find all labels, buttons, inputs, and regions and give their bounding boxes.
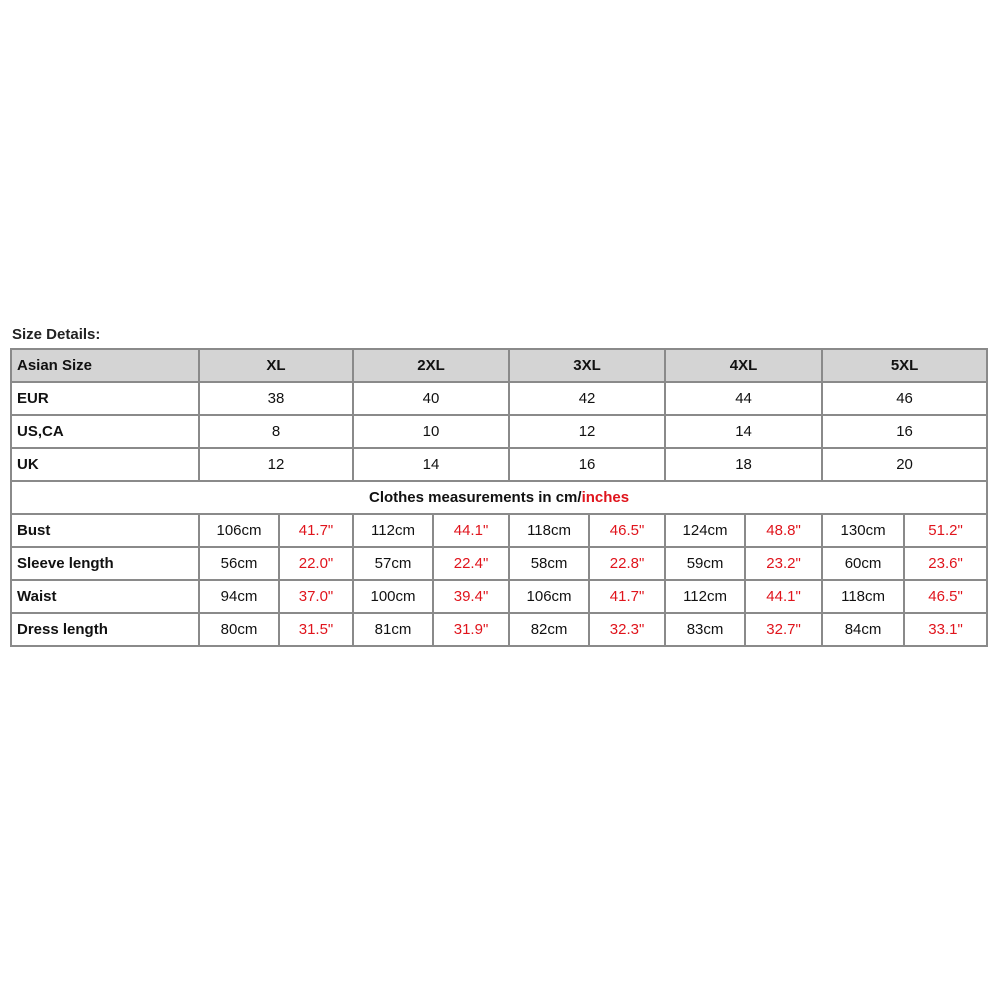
- cm-cell: 57cm: [353, 547, 433, 580]
- table-cell: 46: [822, 382, 987, 415]
- measurements-heading-accent: inches: [581, 489, 630, 506]
- table-row: [11, 415, 987, 448]
- cm-cell: 60cm: [822, 547, 904, 580]
- measurements-heading-prefix: Clothes measurements in cm/: [368, 489, 582, 506]
- table-cell: 18: [665, 448, 822, 481]
- cm-cell: 118cm: [509, 514, 589, 547]
- inch-cell: 33.1": [904, 613, 987, 646]
- cm-cell: 59cm: [665, 547, 745, 580]
- table-cell: 14: [665, 415, 822, 448]
- inch-cell: 44.1": [745, 580, 822, 613]
- inch-cell: 23.2": [745, 547, 822, 580]
- table-row: [11, 613, 987, 646]
- inch-cell: 44.1": [433, 514, 509, 547]
- table-cell: 14: [353, 448, 509, 481]
- inch-cell: 31.5": [279, 613, 353, 646]
- row-label: US,CA: [11, 415, 199, 448]
- inch-cell: 39.4": [433, 580, 509, 613]
- table-cell: 16: [822, 415, 987, 448]
- table-cell: 44: [665, 382, 822, 415]
- cm-cell: 82cm: [509, 613, 589, 646]
- row-label: Waist: [11, 580, 199, 613]
- row-label: Bust: [11, 514, 199, 547]
- inch-cell: 22.0": [279, 547, 353, 580]
- table-header-row: [11, 349, 987, 382]
- inch-cell: 48.8": [745, 514, 822, 547]
- table-cell: 40: [353, 382, 509, 415]
- section-title: Size Details:: [12, 326, 101, 343]
- row-label: Dress length: [11, 613, 199, 646]
- cm-cell: 94cm: [199, 580, 279, 613]
- row-label: UK: [11, 448, 199, 481]
- inch-cell: 23.6": [904, 547, 987, 580]
- table-cell: 12: [199, 448, 353, 481]
- size-header: 2XL: [353, 349, 509, 382]
- size-header: 4XL: [665, 349, 822, 382]
- size-chart-table: [10, 348, 988, 647]
- row-label: Sleeve length: [11, 547, 199, 580]
- inch-cell: 41.7": [589, 580, 665, 613]
- measurements-heading: [11, 481, 987, 514]
- size-header: 5XL: [822, 349, 987, 382]
- cm-cell: 124cm: [665, 514, 745, 547]
- inch-cell: 31.9": [433, 613, 509, 646]
- table-row: [11, 547, 987, 580]
- inch-cell: 32.7": [745, 613, 822, 646]
- cm-cell: 130cm: [822, 514, 904, 547]
- table-cell: 12: [509, 415, 665, 448]
- size-header: XL: [199, 349, 353, 382]
- table-row: [11, 382, 987, 415]
- cm-cell: 56cm: [199, 547, 279, 580]
- inch-cell: 46.5": [904, 580, 987, 613]
- cm-cell: 81cm: [353, 613, 433, 646]
- table-cell: 20: [822, 448, 987, 481]
- table-cell: 10: [353, 415, 509, 448]
- table-row: [11, 448, 987, 481]
- inch-cell: 41.7": [279, 514, 353, 547]
- table-cell: 42: [509, 382, 665, 415]
- table-cell: 38: [199, 382, 353, 415]
- cm-cell: 106cm: [199, 514, 279, 547]
- row-label: EUR: [11, 382, 199, 415]
- inch-cell: 22.4": [433, 547, 509, 580]
- table-cell: 16: [509, 448, 665, 481]
- cm-cell: 80cm: [199, 613, 279, 646]
- inch-cell: 51.2": [904, 514, 987, 547]
- cm-cell: 100cm: [353, 580, 433, 613]
- header-label: Asian Size: [11, 349, 199, 382]
- table-cell: 8: [199, 415, 353, 448]
- inch-cell: 37.0": [279, 580, 353, 613]
- inch-cell: 32.3": [589, 613, 665, 646]
- inch-cell: 46.5": [589, 514, 665, 547]
- cm-cell: 106cm: [509, 580, 589, 613]
- cm-cell: 112cm: [353, 514, 433, 547]
- cm-cell: 118cm: [822, 580, 904, 613]
- measurements-heading-row: [11, 481, 987, 514]
- cm-cell: 58cm: [509, 547, 589, 580]
- table-row: [11, 514, 987, 547]
- cm-cell: 84cm: [822, 613, 904, 646]
- size-header: 3XL: [509, 349, 665, 382]
- inch-cell: 22.8": [589, 547, 665, 580]
- cm-cell: 83cm: [665, 613, 745, 646]
- table-row: [11, 580, 987, 613]
- cm-cell: 112cm: [665, 580, 745, 613]
